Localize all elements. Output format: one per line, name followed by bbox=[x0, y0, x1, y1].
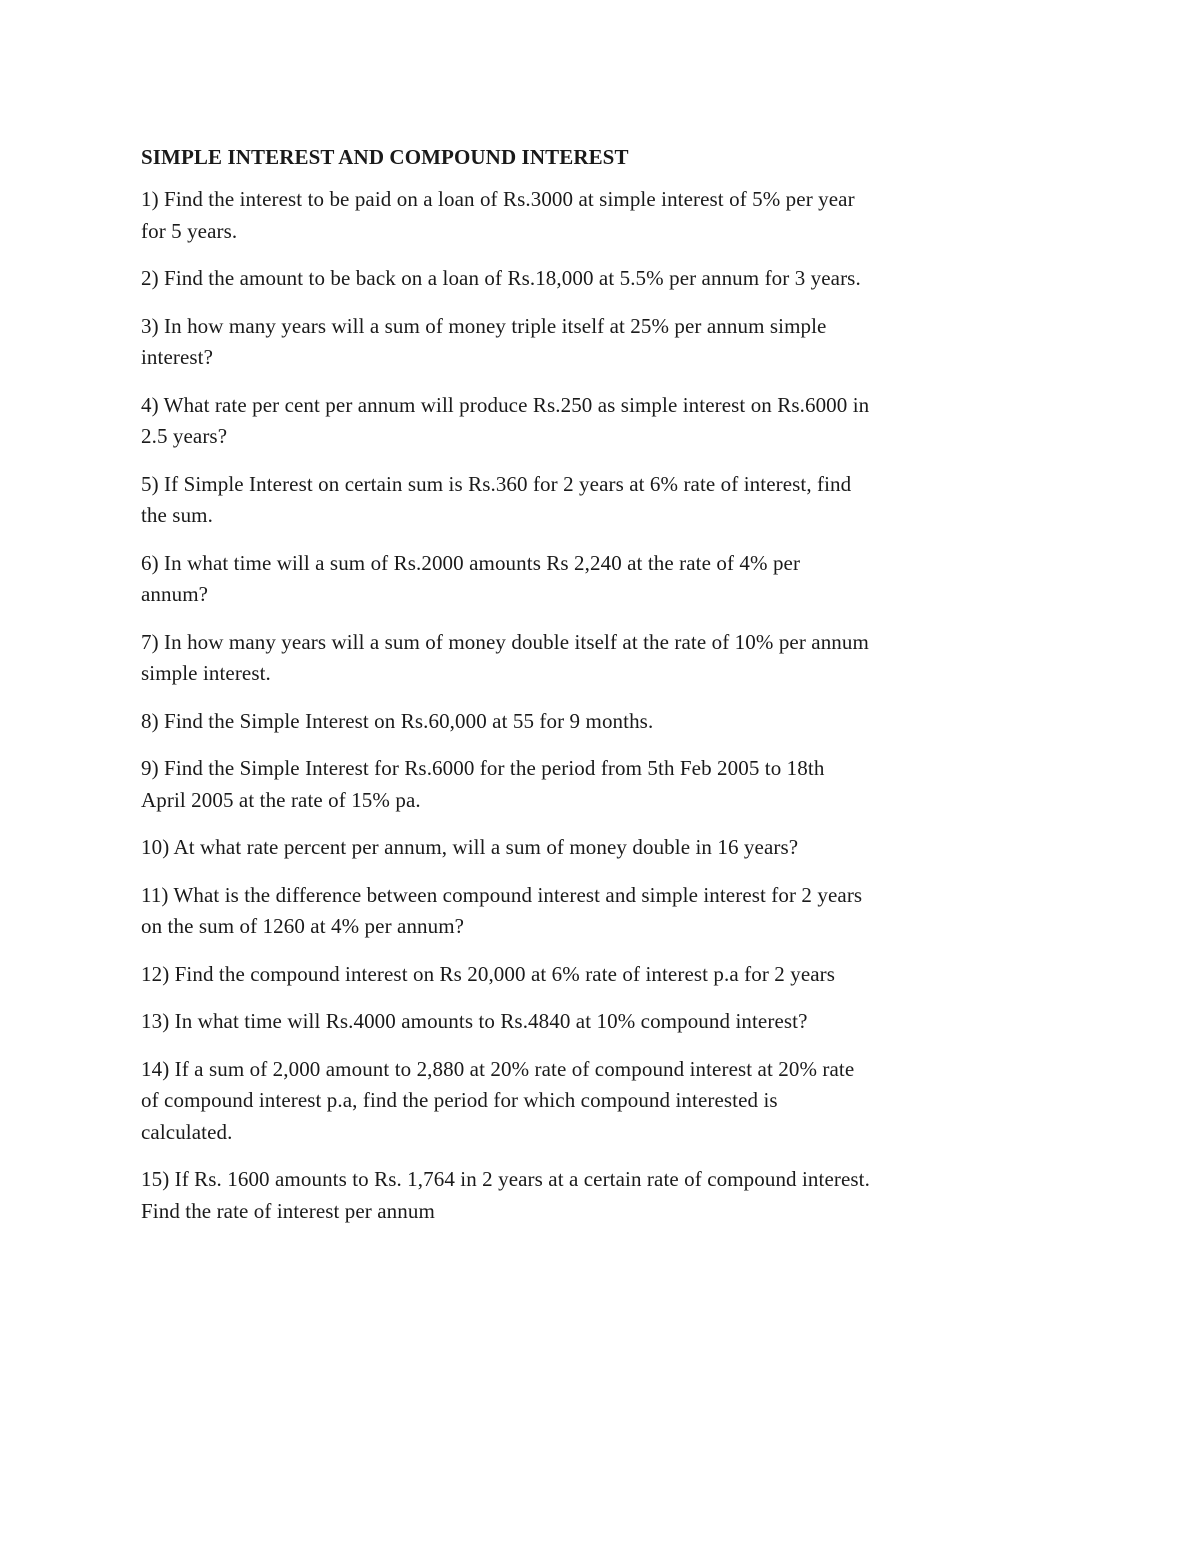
question-9: 9) Find the Simple Interest for Rs.6000 for the period from 5th Feb 2005 to 18th April 2005 at the rate of 15% pa. bbox=[141, 756, 825, 812]
question-15: 15) If Rs. 1600 amounts to Rs. 1,764 in 2 years at a certain rate of compound interest. Find the rate of interest per annum bbox=[141, 1167, 870, 1223]
document-body bbox=[141, 142, 871, 1243]
question-1: 1) Find the interest to be paid on a loan of Rs.3000 at simple interest of 5% per year for 5 years. bbox=[141, 187, 855, 243]
document-title: SIMPLE INTEREST AND COMPOUND INTEREST bbox=[141, 145, 629, 169]
question-13: 13) In what time will Rs.4000 amounts to Rs.4840 at 10% compound interest? bbox=[141, 1009, 808, 1033]
question-11: 11) What is the difference between compound interest and simple interest for 2 years on the sum of 1260 at 4% per annum? bbox=[141, 882, 863, 938]
question-list bbox=[141, 184, 871, 1227]
question-2: 2) Find the amount to be back on a loan of Rs.18,000 at 5.5% per annum for 3 years. bbox=[141, 266, 861, 290]
question-4: 4) What rate per cent per annum will produce Rs.250 as simple interest on Rs.6000 in 2.5 years? bbox=[141, 392, 870, 448]
question-12: 12) Find the compound interest on Rs 20,000 at 6% rate of interest p.a for 2 years bbox=[141, 961, 836, 986]
question-5: 5) If Simple Interest on certain sum is Rs.360 for 2 years at 6% rate of interest, find the sum. bbox=[141, 471, 852, 527]
question-10: 10) At what rate percent per annum, will a sum of money double in 16 years? bbox=[141, 835, 799, 859]
question-7: 7) In how many years will a sum of money double itself at the rate of 10% per annum simple interest. bbox=[141, 629, 869, 685]
question-14: 14) If a sum of 2,000 amount to 2,880 at 20% rate of compound interest at 20% rate of compound interest p.a, find the period for which compound interested is calculated. bbox=[141, 1056, 855, 1144]
question-3: 3) In how many years will a sum of money triple itself at 25% per annum simple interest? bbox=[141, 313, 827, 369]
question-6: 6) In what time will a sum of Rs.2000 amounts Rs 2,240 at the rate of 4% per annum? bbox=[141, 550, 801, 606]
question-8: 8) Find the Simple Interest on Rs.60,000 at 55 for 9 months. bbox=[141, 708, 654, 733]
